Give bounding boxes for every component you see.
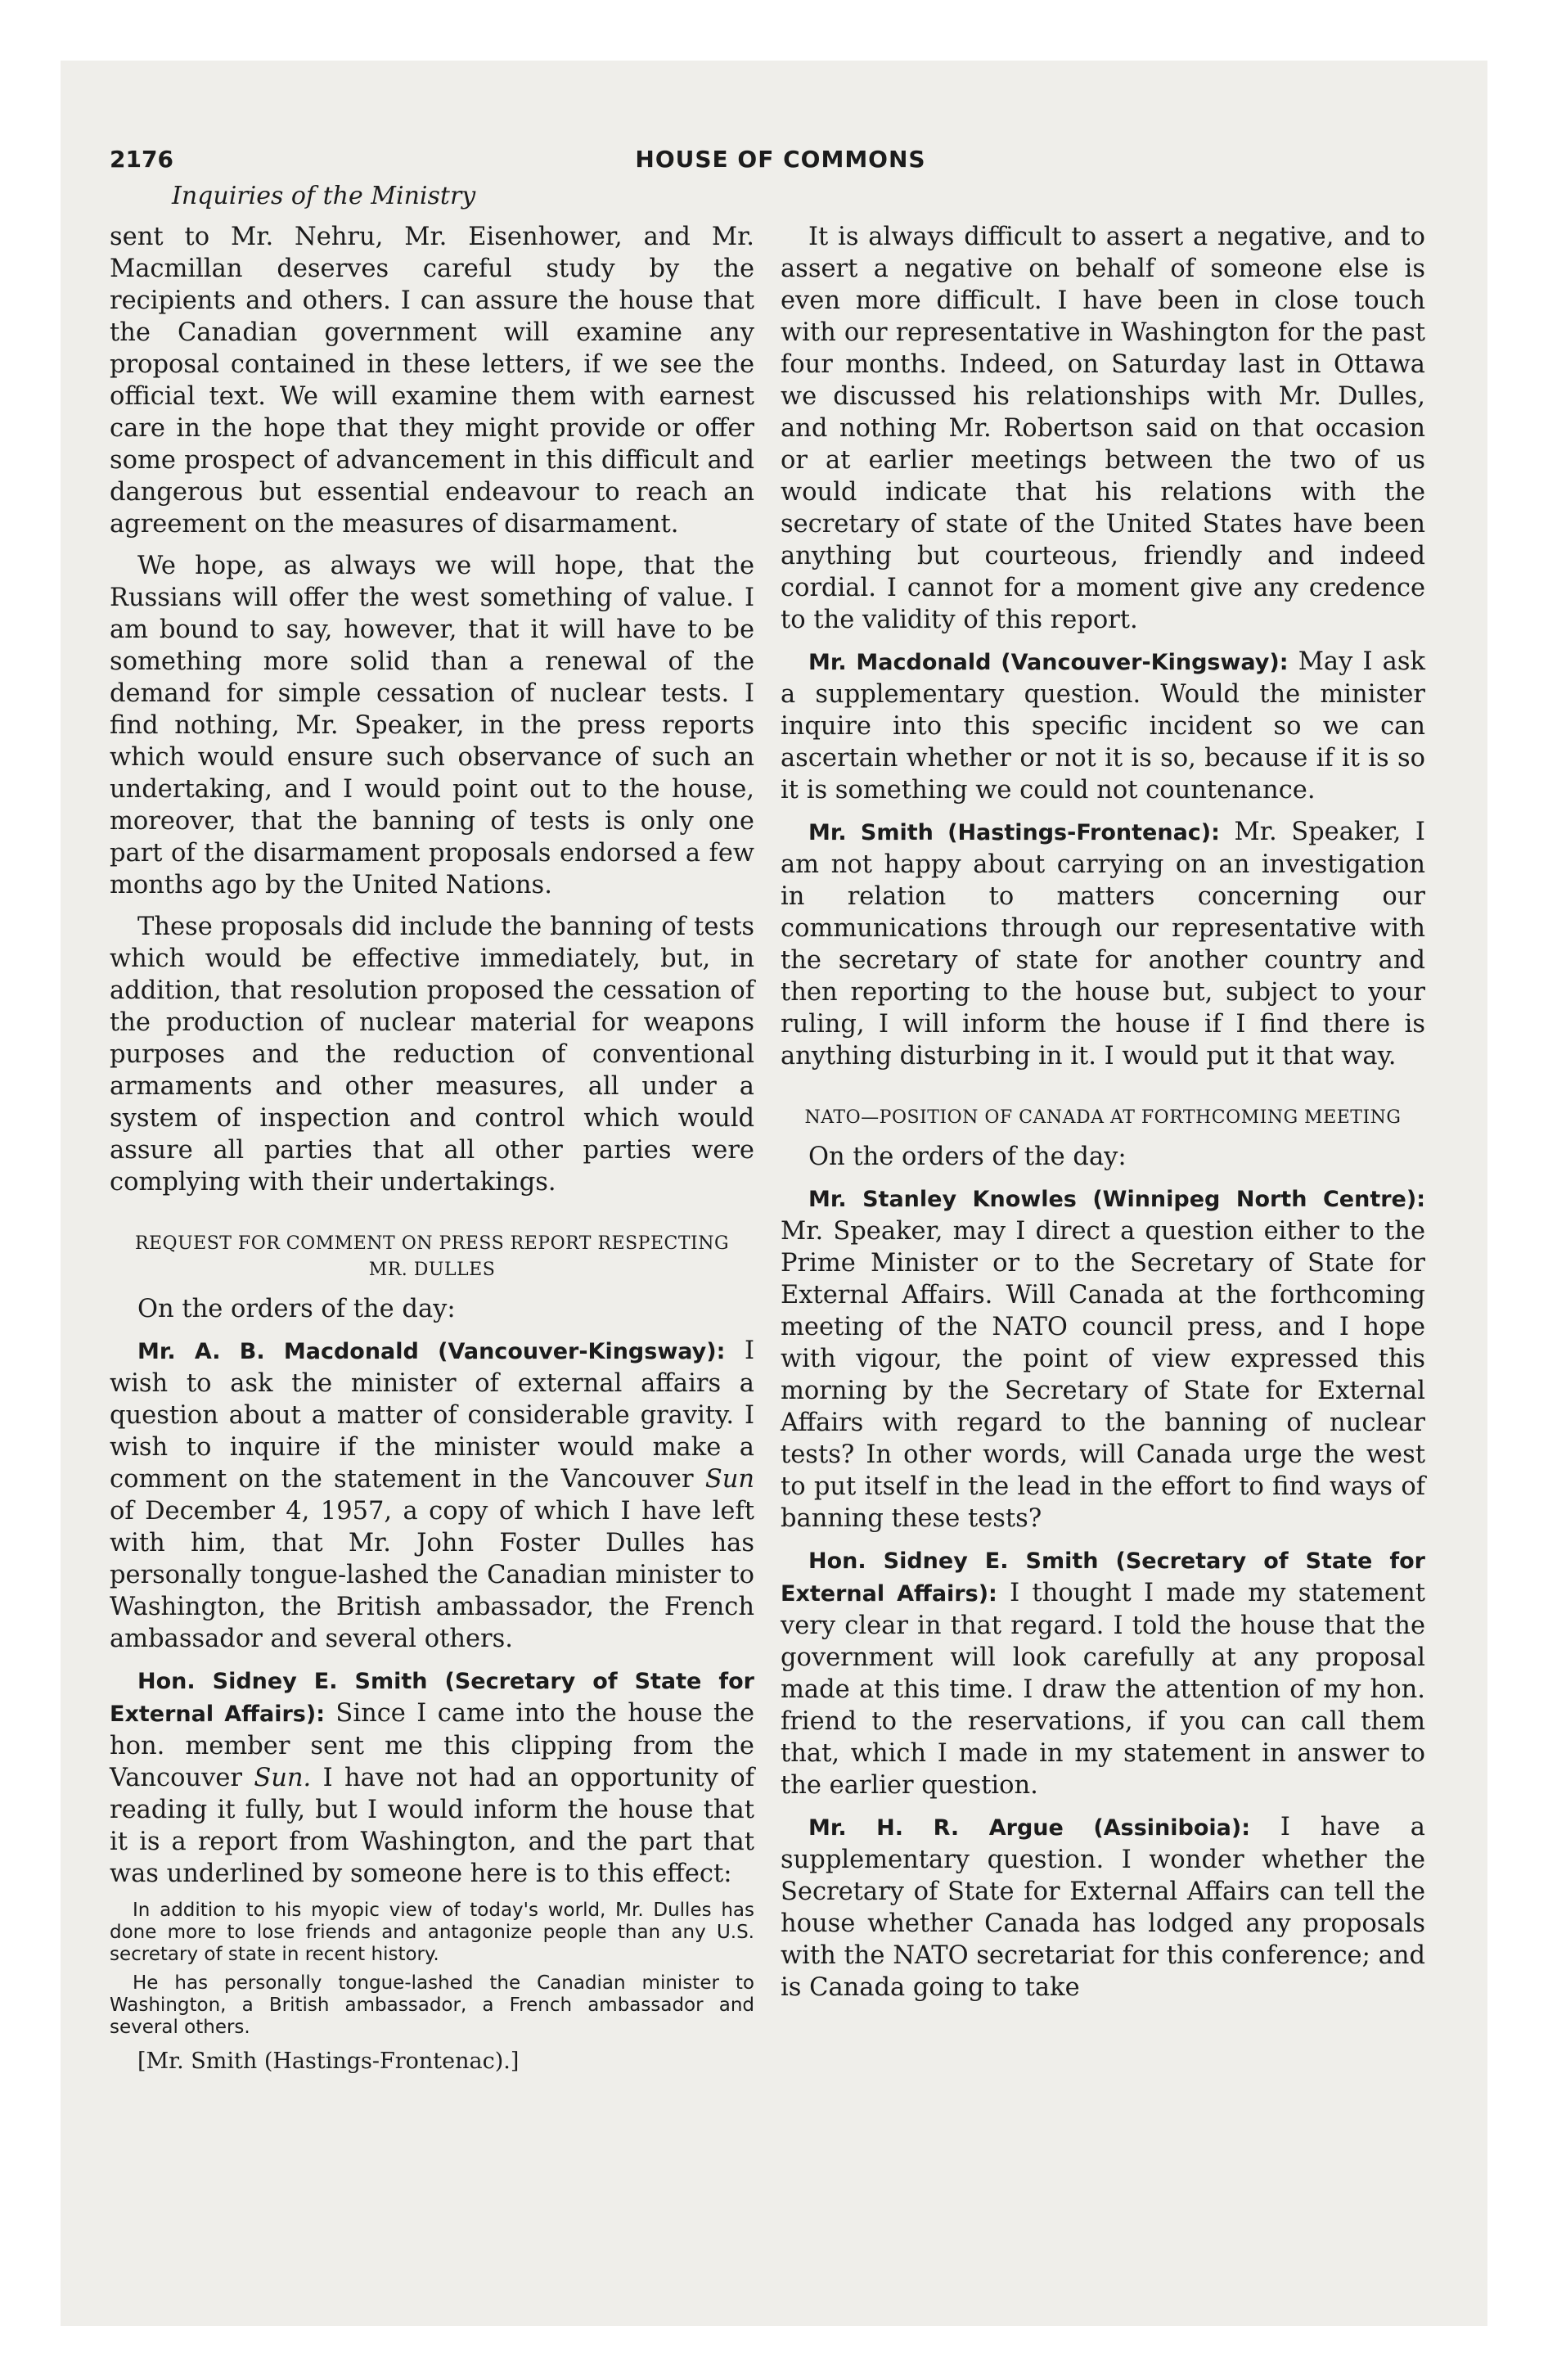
newspaper-name: Sun bbox=[704, 1465, 754, 1494]
orders-of-day: On the orders of the day: bbox=[137, 1295, 456, 1323]
section-heading: REQUEST FOR COMMENT ON PRESS REPORT RESPECTING MR. DULLES bbox=[134, 1233, 730, 1280]
speech-text: Mr. Speaker, I am not happy about carrying on an investigation in relation to matters concerning our communications through our representative with the secretary of state for another country and then reporting to the house but, subject to your ruling, I will inform the house if I find there is anything disturbing in it. I would put it that way. bbox=[781, 818, 1425, 1071]
section-heading: NATO—POSITION OF CANADA AT FORTHCOMING MEETING bbox=[804, 1107, 1402, 1128]
speaker-name: Mr. Smith (Hastings-Frontenac): bbox=[808, 820, 1220, 845]
quoted-text: In addition to his myopic view of today's world, Mr. Dulles has done more to lose friends and antagonize people than any U.S. secretary of state in recent history. bbox=[110, 1900, 754, 1965]
page-header bbox=[110, 139, 1451, 180]
running-title: HOUSE OF COMMONS bbox=[635, 146, 926, 173]
section-title: Inquiries of the Ministry bbox=[172, 182, 476, 210]
speech bbox=[781, 1544, 1425, 1801]
paragraph: These proposals did include the banning of tests which would be effective immediately, but, in addition, that resolution proposed the cessation of the production of nuclear material for weapons purposes and the reduction of conventional armaments and other measures, all under a system of inspection and control which would assure all parties that all other parties were complying with their undertakings. bbox=[110, 913, 754, 1197]
left-column bbox=[110, 221, 754, 2087]
speech-text: Since I came into the house the hon. member sent me this clipping from the Vancouver bbox=[110, 1699, 754, 1792]
citation: [Mr. Smith (Hastings-Frontenac).] bbox=[137, 2049, 520, 2074]
speech bbox=[110, 1665, 754, 1890]
speech-text: I thought I made my statement very clear in that regard. I told the house that the government will look carefully at any proposal made at this time. I draw the attention of my hon. friend to the reservations, if you can call them that, which I made in my statement in answer to the earlier question. bbox=[781, 1579, 1425, 1800]
speaker-name: Mr. Macdonald (Vancouver-Kingsway): bbox=[808, 650, 1289, 675]
speaker-name: Mr. A. B. Macdonald (Vancouver-Kingsway): bbox=[137, 1339, 726, 1364]
paragraph: It is always difficult to assert a negative, and to assert a negative on behalf of someone else is even more difficult. I have been in close touch with our representative in Washington for the past four months. Indeed, on Saturday last in Ottawa we discussed his relationships with Mr. Dulles, and nothing Mr. Robertson said on that occasion or at earlier meetings between the two of us would indicate that his relations with the secretary of state of the United States have been anything but courteous, friendly and indeed cordial. I cannot for a moment give any credence to the validity of this report. bbox=[781, 223, 1425, 634]
speech bbox=[781, 816, 1425, 1072]
orders-of-day: On the orders of the day: bbox=[808, 1143, 1127, 1171]
page-number: 2176 bbox=[110, 146, 173, 173]
right-column bbox=[781, 221, 1425, 2013]
paragraph: We hope, as always we will hope, that the Russians will offer the west something of value. I am bound to say, however, that it will have to be something more solid than a renewal of the demand for simple cessation of nuclear tests. I find nothing, Mr. Speaker, in the press reports which would ensure such observance of such an undertaking, and I would point out to the house, moreover, that the banning of tests is only one part of the disarmament proposals endorsed a few months ago by the United Nations. bbox=[110, 552, 754, 899]
newspaper-name: Sun. bbox=[254, 1764, 312, 1792]
speaker-name: Hon. Sidney E. Smith (Secretary of State for External Affairs): bbox=[110, 1669, 754, 1727]
speaker-name: Hon. Sidney E. Smith (Secretary of State for External Affairs): bbox=[781, 1548, 1425, 1607]
speech bbox=[781, 1811, 1425, 2004]
speech-text: May I ask a supplementary question. Would the minister inquire into this specific incident so we can ascertain whether or not it is so, because if it is so it is something we could not countenance. bbox=[781, 647, 1425, 805]
speech bbox=[110, 1335, 754, 1655]
speaker-name: Mr. H. R. Argue (Assiniboia): bbox=[808, 1815, 1251, 1841]
quoted-text: He has personally tongue-lashed the Canadian minister to Washington, a British ambassador, a French ambassador and several others. bbox=[110, 1972, 754, 2038]
speaker-name: Mr. Stanley Knowles (Winnipeg North Centre): bbox=[808, 1187, 1425, 1212]
speech-text: I have not had an opportunity of reading it fully, but I would inform the house that it is a report from Washington, and the part that was underlined by someone here is to this effect: bbox=[110, 1764, 754, 1888]
speech-text: Mr. Speaker, may I direct a question either to the Prime Minister or to the Secretary of State for External Affairs. Will Canada at the forthcoming meeting of the NATO council press, and I hope with vigour, the point of view expressed this morning by the Secretary of State for External Affairs with regard to the banning of nuclear tests? In other words, will Canada urge the west to put itself in the lead in the effort to find ways of banning these tests? bbox=[781, 1217, 1425, 1533]
speech-text: I have a supplementary question. I wonder whether the Secretary of State for External Affairs can tell the house whether Canada has lodged any proposals with the NATO secretariat for this conference; and is Canada going to take bbox=[781, 1813, 1425, 2002]
paragraph: sent to Mr. Nehru, Mr. Eisenhower, and Mr. Macmillan deserves careful study by the recipients and others. I can assure the house that the Canadian government will examine any proposal contained in these letters, if we see the official text. We will examine them with earnest care in the hope that they might provide or offer some prospect of advancement in this difficult and dangerous but essential endeavour to reach an agreement on the measures of disarmament. bbox=[110, 223, 754, 539]
speech bbox=[781, 646, 1425, 806]
speech bbox=[781, 1183, 1425, 1535]
speech-text: of December 4, 1957, a copy of which I have left with him, that Mr. John Foster Dulles has personally tongue-lashed the Canadian minister to Washington, the British ambassador, the French ambassador and several others. bbox=[110, 1497, 754, 1653]
speech-text: I wish to ask the minister of external affairs a question about a matter of considerable gravity. I wish to inquire if the minister would make a comment on the statement in the Vancouver bbox=[110, 1336, 754, 1494]
